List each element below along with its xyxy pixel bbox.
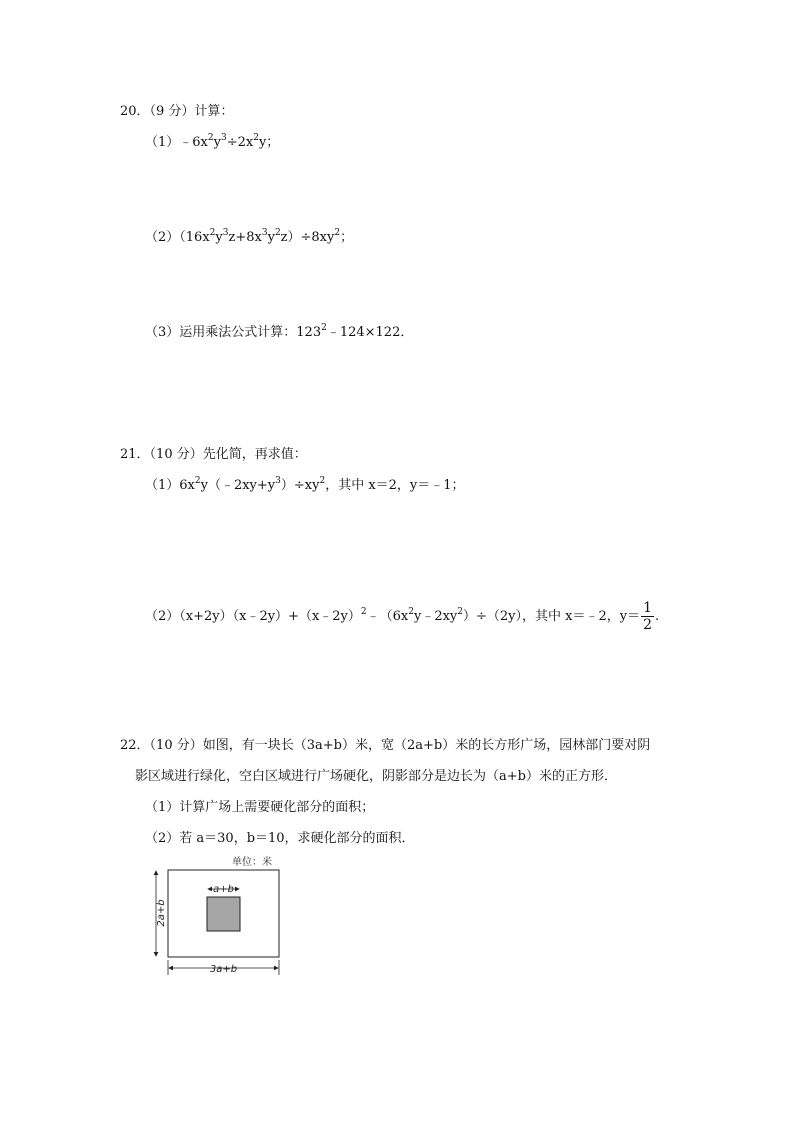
text: （3）运用乘法公式计算：123 xyxy=(145,325,322,340)
q21-part2 xyxy=(145,597,659,637)
exponent: 2 xyxy=(321,323,327,333)
exponent: 2 xyxy=(334,228,341,238)
text: ﹣（6x xyxy=(366,609,409,624)
text: y； xyxy=(258,135,280,150)
text: （2）（x+2y）（x﹣2y）+（x﹣2y） xyxy=(145,609,361,624)
q20-part3 xyxy=(145,324,413,342)
text: y﹣2xy xyxy=(413,609,458,624)
text: ﹣124×122． xyxy=(326,325,414,340)
exponent: 2 xyxy=(209,228,216,238)
width-label: 3a+b xyxy=(209,964,238,975)
fraction-denominator: 2 xyxy=(643,617,653,633)
exponent: 2 xyxy=(274,228,281,238)
exponent: 2 xyxy=(194,476,201,486)
text: ÷2x xyxy=(226,135,254,150)
square-label: a+b xyxy=(213,884,234,895)
text: ）÷xy xyxy=(280,478,320,493)
figure-svg xyxy=(150,855,290,980)
square-plaza-figure xyxy=(150,855,290,980)
exponent: 2 xyxy=(207,133,214,143)
text: . xyxy=(655,609,660,624)
unit-label: 单位：米 xyxy=(232,857,272,868)
q22-part2: （2）若 a＝30，b＝10，求硬化部分的面积． xyxy=(145,831,415,846)
text: y（﹣2xy+y xyxy=(200,478,276,493)
q20-part1 xyxy=(145,134,279,152)
exponent: 3 xyxy=(222,228,229,238)
q22-part1: （1）计算广场上需要硬化部分的面积； xyxy=(145,800,375,815)
text: ）÷（2y），其中 x＝﹣2，y＝ xyxy=(463,609,641,624)
text: y xyxy=(267,230,275,245)
text: （1）6x xyxy=(145,478,195,493)
q20-part2 xyxy=(145,229,353,247)
text: y xyxy=(215,230,223,245)
height-label: 2a+b xyxy=(156,899,167,927)
q22-line2: 影区域进行绿化，空白区域进行广场硬化，阴影部分是边长为（a+b）米的正方形． xyxy=(135,769,617,784)
q21-part1 xyxy=(145,477,465,495)
green-square xyxy=(207,897,240,931)
exponent: 3 xyxy=(275,476,281,486)
fraction-numerator: 1 xyxy=(643,600,653,616)
q22-line1: 22．（10 分）如图，有一块长（3a+b）米，宽（2a+b）米的长方形广场，园林部门要对阴 xyxy=(120,738,651,753)
exponent: 2 xyxy=(319,476,326,486)
exponent: 2 xyxy=(457,607,464,617)
text: （1）﹣6x xyxy=(145,135,208,150)
text: ，其中 x＝2，y＝﹣1； xyxy=(325,478,465,493)
exponent: 2 xyxy=(360,607,367,617)
text: y xyxy=(213,135,221,150)
text: z+8x xyxy=(228,230,262,245)
text: ； xyxy=(340,230,354,245)
q21-title: 21．（10 分）先化简，再求值： xyxy=(120,447,307,462)
exponent: 2 xyxy=(408,607,414,617)
q20-title: 20．（9 分）计算： xyxy=(120,104,234,119)
exponent: 3 xyxy=(261,228,268,238)
text: （2）（16x xyxy=(145,230,210,245)
exponent: 3 xyxy=(220,133,227,143)
fraction xyxy=(641,600,654,633)
text: z）÷8xy xyxy=(280,230,335,245)
exponent: 2 xyxy=(253,133,259,143)
